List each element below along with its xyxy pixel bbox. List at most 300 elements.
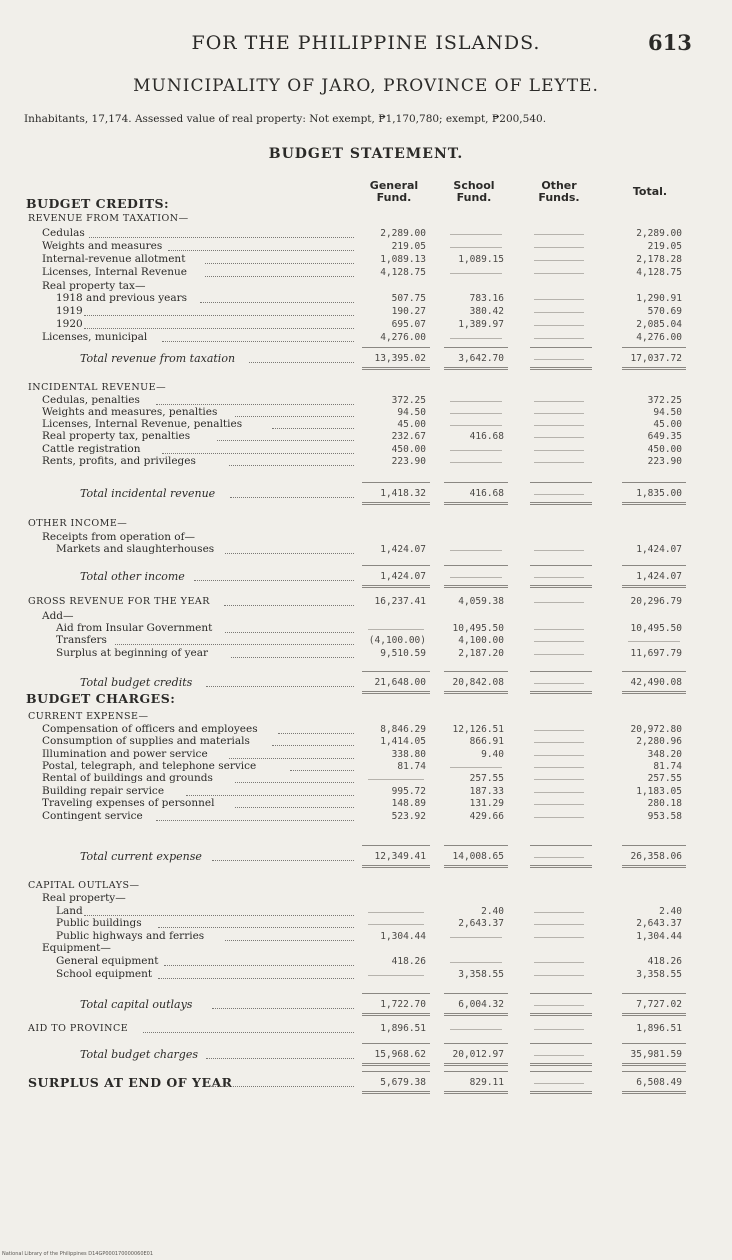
row-label: Illumination and power service: [42, 748, 208, 760]
table-row: [0, 647, 732, 660]
table-row: [0, 1022, 732, 1035]
total-value: 20,972.80: [630, 724, 682, 735]
general-fund-value: 13,395.02: [374, 353, 426, 364]
total-value: 223.90: [647, 456, 682, 467]
total-double-rule: [362, 691, 430, 694]
total-rule: [444, 1043, 508, 1044]
total-value: 953.58: [647, 811, 682, 822]
dot-leader: [205, 276, 354, 277]
row-label: 1920: [56, 318, 83, 330]
total-value: 26,358.06: [630, 851, 682, 862]
dot-leader: [212, 860, 354, 861]
table-row: [0, 968, 732, 981]
school-fund-value: 416.68: [469, 488, 504, 499]
other-funds-dash: [534, 577, 584, 578]
school-fund-value: 9.40: [481, 749, 504, 760]
table-row: [0, 570, 732, 583]
other-funds-dash: [534, 247, 584, 248]
empty-cell-dash: [450, 577, 502, 578]
other-funds-dash: [534, 683, 584, 684]
total-value: 94.50: [653, 407, 682, 418]
total-rule: [444, 1071, 508, 1072]
total-double-rule: [530, 1013, 592, 1016]
total-value: 45.00: [653, 419, 682, 430]
row-label: Consumption of supplies and materials: [42, 735, 250, 747]
empty-cell-dash: [450, 937, 502, 938]
other-funds-dash: [534, 462, 584, 463]
row-label: Rents, profits, and privileges: [42, 455, 196, 467]
total-value: 418.26: [647, 956, 682, 967]
other-funds-dash: [534, 779, 584, 780]
school-fund-value: 257.55: [469, 773, 504, 784]
total-double-rule: [530, 865, 592, 868]
total-double-rule: [444, 585, 508, 588]
general-fund-value: 695.07: [391, 319, 426, 330]
total-value: 348.20: [647, 749, 682, 760]
total-value: 1,896.51: [636, 1023, 682, 1034]
dot-leader: [158, 978, 354, 979]
general-fund-value: 1,418.32: [380, 488, 426, 499]
total-value: 81.74: [653, 761, 682, 772]
empty-cell-dash: [450, 1029, 502, 1030]
dot-leader: [205, 263, 354, 264]
general-fund-value: 1,414.05: [380, 736, 426, 747]
column-header-other: Other Funds.: [538, 179, 580, 204]
school-fund-value: 783.16: [469, 293, 504, 304]
table-row: [0, 1048, 732, 1061]
table-row: [0, 879, 732, 892]
row-label: Equipment—: [42, 942, 111, 954]
school-fund-value: 4,100.00: [458, 635, 504, 646]
table-row: [0, 253, 732, 266]
general-fund-value: 1,304.44: [380, 931, 426, 942]
other-funds-dash: [534, 817, 584, 818]
total-value: 2,178.28: [636, 254, 682, 265]
row-label: Total revenue from taxation: [80, 352, 236, 365]
total-rule: [622, 482, 686, 483]
dot-leader: [143, 1032, 354, 1033]
section-budget-charges: BUDGET CHARGES:: [26, 691, 176, 706]
total-rule: [622, 565, 686, 566]
general-fund-value: 81.74: [397, 761, 426, 772]
row-label: Surplus at beginning of year: [56, 647, 209, 659]
other-funds-dash: [534, 312, 584, 313]
table-row: [0, 381, 732, 394]
table-row: [0, 810, 732, 823]
empty-cell-dash: [450, 767, 502, 768]
total-double-rule: [444, 1063, 508, 1066]
empty-cell-dash: [368, 912, 424, 913]
row-label: Weights and measures: [42, 240, 163, 252]
school-fund-value: 380.42: [469, 306, 504, 317]
total-double-rule: [622, 1091, 686, 1094]
total-double-rule: [362, 1013, 430, 1016]
row-label: Transfers: [56, 634, 107, 646]
total-value: 2,289.00: [636, 228, 682, 239]
total-rule: [362, 1071, 430, 1072]
row-label: OTHER INCOME—: [28, 518, 128, 529]
school-fund-value: 1,389.97: [458, 319, 504, 330]
empty-cell-dash: [628, 641, 680, 642]
row-label: Markets and slaughterhouses: [56, 543, 215, 555]
row-label: Cattle registration: [42, 443, 141, 455]
dot-leader: [206, 686, 354, 687]
total-double-rule: [362, 865, 430, 868]
total-rule: [622, 1043, 686, 1044]
total-value: 280.18: [647, 798, 682, 809]
empty-cell-dash: [450, 462, 502, 463]
other-funds-dash: [534, 401, 584, 402]
municipality-title: MUNICIPALITY OF JARO, PROVINCE OF LEYTE.: [133, 76, 599, 96]
row-label: Rental of buildings and grounds: [42, 772, 213, 784]
dot-leader: [168, 250, 354, 251]
empty-cell-dash: [450, 273, 502, 274]
other-funds-dash: [534, 437, 584, 438]
total-double-rule: [530, 585, 592, 588]
row-label: Internal-revenue allotment: [42, 253, 186, 265]
total-rule: [362, 671, 430, 672]
empty-cell-dash: [368, 975, 424, 976]
dot-leader: [89, 237, 354, 238]
total-value: 7,727.02: [636, 999, 682, 1010]
dot-leader: [225, 632, 354, 633]
dot-leader: [224, 605, 354, 606]
other-funds-dash: [534, 937, 584, 938]
other-funds-dash: [534, 325, 584, 326]
table-row: [0, 710, 732, 723]
total-double-rule: [444, 367, 508, 370]
general-fund-value: 507.75: [391, 293, 426, 304]
row-label: GROSS REVENUE FOR THE YEAR: [28, 596, 210, 607]
total-rule: [362, 482, 430, 483]
total-rule: [444, 482, 508, 483]
total-double-rule: [530, 367, 592, 370]
total-value: 219.05: [647, 241, 682, 252]
row-label: Total other income: [80, 570, 185, 583]
general-fund-value: 8,846.29: [380, 724, 426, 735]
other-funds-dash: [534, 338, 584, 339]
row-label: Building repair service: [42, 785, 165, 797]
table-row: [0, 227, 732, 240]
row-label: REVENUE FROM TAXATION—: [28, 213, 189, 224]
school-fund-value: 866.91: [469, 736, 504, 747]
total-double-rule: [622, 865, 686, 868]
running-head: FOR THE PHILIPPINE ISLANDS.: [191, 32, 541, 54]
row-label: Total budget credits: [80, 676, 193, 689]
other-funds-dash: [534, 234, 584, 235]
total-rule: [622, 347, 686, 348]
table-row: [0, 240, 732, 253]
total-value: 20,296.79: [630, 596, 682, 607]
other-funds-dash: [534, 359, 584, 360]
other-funds-dash: [534, 962, 584, 963]
table-row: [0, 352, 732, 365]
dot-leader: [156, 820, 354, 821]
row-label: Real property—: [42, 892, 126, 904]
table-row: [0, 1076, 732, 1089]
general-fund-value: 190.27: [391, 306, 426, 317]
total-value: 17,037.72: [630, 353, 682, 364]
other-funds-dash: [534, 1029, 584, 1030]
table-row: [0, 998, 732, 1011]
general-fund-value: (4,100.00): [368, 635, 426, 646]
row-label: Public buildings: [56, 917, 142, 929]
school-fund-value: 20,012.97: [452, 1049, 504, 1060]
row-label: Total budget charges: [80, 1048, 198, 1061]
row-label: Public highways and ferries: [56, 930, 205, 942]
total-rule: [362, 993, 430, 994]
row-label: CAPITAL OUTLAYS—: [28, 880, 140, 891]
dot-leader: [225, 940, 354, 941]
total-value: 2,085.04: [636, 319, 682, 330]
dot-leader: [162, 341, 354, 342]
other-funds-dash: [534, 755, 584, 756]
other-funds-dash: [534, 299, 584, 300]
row-label: Licenses, municipal: [42, 331, 148, 343]
dot-leader: [84, 315, 354, 316]
total-double-rule: [530, 502, 592, 505]
empty-cell-dash: [450, 401, 502, 402]
total-rule: [622, 1071, 686, 1072]
total-rule: [530, 1071, 592, 1072]
dot-leader: [235, 416, 354, 417]
other-funds-dash: [534, 450, 584, 451]
school-fund-value: 12,126.51: [452, 724, 504, 735]
budget-statement-title: BUDGET STATEMENT.: [268, 146, 464, 162]
dot-leader: [212, 1008, 354, 1009]
school-fund-value: 2,643.37: [458, 918, 504, 929]
total-rule: [444, 993, 508, 994]
other-funds-dash: [534, 1055, 584, 1056]
general-fund-value: 12,349.41: [374, 851, 426, 862]
total-value: 1,304.44: [636, 931, 682, 942]
total-double-rule: [530, 1091, 592, 1094]
dot-leader: [229, 758, 354, 759]
row-label: Compensation of officers and employees: [42, 723, 258, 735]
school-fund-value: 14,008.65: [452, 851, 504, 862]
row-label: Traveling expenses of personnel: [42, 797, 215, 809]
general-fund-value: 418.26: [391, 956, 426, 967]
table-row: [0, 892, 732, 905]
dot-leader: [164, 965, 354, 966]
total-value: 372.25: [647, 395, 682, 406]
total-value: 42,490.08: [630, 677, 682, 688]
school-fund-value: 3,358.55: [458, 969, 504, 980]
table-row: [0, 305, 732, 318]
other-funds-dash: [534, 1005, 584, 1006]
other-funds-dash: [534, 730, 584, 731]
dot-leader: [230, 497, 354, 498]
general-fund-value: 21,648.00: [374, 677, 426, 688]
row-label: 1919: [56, 305, 83, 317]
empty-cell-dash: [368, 629, 424, 630]
table-row: [0, 955, 732, 968]
total-rule: [530, 482, 592, 483]
general-fund-value: 9,510.59: [380, 648, 426, 659]
general-fund-value: 1,424.07: [380, 571, 426, 582]
other-funds-dash: [534, 767, 584, 768]
dot-leader: [235, 807, 354, 808]
other-funds-dash: [534, 975, 584, 976]
school-fund-value: 4,059.38: [458, 596, 504, 607]
total-double-rule: [622, 1063, 686, 1066]
school-fund-value: 829.11: [469, 1077, 504, 1088]
empty-cell-dash: [450, 413, 502, 414]
general-fund-value: 995.72: [391, 786, 426, 797]
table-row: [0, 772, 732, 785]
total-rule: [622, 671, 686, 672]
general-fund-value: 223.90: [391, 456, 426, 467]
total-double-rule: [444, 502, 508, 505]
table-row: [0, 266, 732, 279]
other-funds-dash: [534, 413, 584, 414]
column-header-school: School Fund.: [453, 179, 495, 204]
other-funds-dash: [534, 804, 584, 805]
total-value: 11,697.79: [630, 648, 682, 659]
table-row: [0, 850, 732, 863]
other-funds-dash: [534, 792, 584, 793]
other-funds-dash: [534, 273, 584, 274]
row-label: Cedulas, penalties: [42, 394, 140, 406]
row-label: Postal, telegraph, and telephone service: [42, 760, 257, 772]
dot-leader: [225, 553, 354, 554]
footer-note: National Library of the Philippines D14GP000170000060E01: [2, 1251, 154, 1257]
inhabitants-line: Inhabitants, 17,174. Assessed value of real property: Not exempt, ₱1,170,780; exempt, ₱200,540.: [24, 113, 547, 125]
total-value: 35,981.59: [630, 1049, 682, 1060]
dot-leader: [186, 795, 354, 796]
general-fund-value: 4,276.00: [380, 332, 426, 343]
total-rule: [530, 1043, 592, 1044]
school-fund-value: 20,842.08: [452, 677, 504, 688]
empty-cell-dash: [368, 779, 424, 780]
table-row: [0, 797, 732, 810]
total-value: 4,128.75: [636, 267, 682, 278]
other-funds-dash: [534, 550, 584, 551]
row-label: INCIDENTAL REVENUE—: [28, 382, 167, 393]
table-row: [0, 676, 732, 689]
row-label: School equipment: [56, 968, 153, 980]
total-double-rule: [444, 1013, 508, 1016]
school-fund-value: 2,187.20: [458, 648, 504, 659]
dot-leader: [278, 733, 354, 734]
general-fund-value: 450.00: [391, 444, 426, 455]
other-funds-dash: [534, 912, 584, 913]
row-label: Real property tax, penalties: [42, 430, 191, 442]
other-funds-dash: [534, 857, 584, 858]
general-fund-value: 1,089.13: [380, 254, 426, 265]
page-number: 613: [648, 30, 692, 55]
total-rule: [362, 845, 430, 846]
total-value: 1,424.07: [636, 544, 682, 555]
general-fund-value: 4,128.75: [380, 267, 426, 278]
total-double-rule: [362, 502, 430, 505]
total-value: 2.40: [659, 906, 682, 917]
school-fund-value: 2.40: [481, 906, 504, 917]
empty-cell-dash: [368, 924, 424, 925]
table-row: [0, 517, 732, 530]
row-label: SURPLUS AT END OF YEAR: [28, 1075, 233, 1090]
dot-leader: [156, 404, 354, 405]
total-double-rule: [530, 691, 592, 694]
row-label: Total capital outlays: [80, 998, 193, 1011]
total-double-rule: [444, 691, 508, 694]
dot-leader: [272, 428, 354, 429]
empty-cell-dash: [450, 425, 502, 426]
total-rule: [530, 565, 592, 566]
empty-cell-dash: [450, 234, 502, 235]
row-label: 1918 and previous years: [56, 292, 188, 304]
total-rule: [530, 845, 592, 846]
empty-cell-dash: [450, 550, 502, 551]
general-fund-value: 523.92: [391, 811, 426, 822]
total-value: 2,280.96: [636, 736, 682, 747]
dot-leader: [290, 770, 354, 771]
other-funds-dash: [534, 425, 584, 426]
table-row: [0, 331, 732, 344]
total-double-rule: [362, 367, 430, 370]
total-rule: [530, 993, 592, 994]
other-funds-dash: [534, 494, 584, 495]
table-row: [0, 292, 732, 305]
table-row: [0, 455, 732, 468]
total-double-rule: [530, 1063, 592, 1066]
dot-leader: [212, 1086, 354, 1087]
total-value: 2,643.37: [636, 918, 682, 929]
total-double-rule: [622, 691, 686, 694]
total-value: 6,508.49: [636, 1077, 682, 1088]
general-fund-value: 5,679.38: [380, 1077, 426, 1088]
dot-leader: [200, 302, 354, 303]
total-value: 4,276.00: [636, 332, 682, 343]
table-row: [0, 917, 732, 930]
general-fund-value: 1,896.51: [380, 1023, 426, 1034]
table-row: [0, 634, 732, 647]
other-funds-dash: [534, 641, 584, 642]
other-funds-dash: [534, 260, 584, 261]
total-rule: [362, 347, 430, 348]
total-double-rule: [444, 865, 508, 868]
dot-leader: [217, 440, 354, 441]
school-fund-value: 416.68: [469, 431, 504, 442]
total-rule: [362, 1043, 430, 1044]
dot-leader: [158, 927, 354, 928]
row-label: Cedulas: [42, 227, 85, 239]
general-fund-value: 16,237.41: [374, 596, 426, 607]
school-fund-value: 10,495.50: [452, 623, 504, 634]
row-label: Land: [56, 905, 83, 917]
general-fund-value: 2,289.00: [380, 228, 426, 239]
general-fund-value: 232.67: [391, 431, 426, 442]
empty-cell-dash: [450, 962, 502, 963]
empty-cell-dash: [450, 450, 502, 451]
row-label: Total current expense: [80, 850, 202, 863]
row-label: Real property tax—: [42, 280, 146, 292]
table-row: [0, 942, 732, 955]
school-fund-value: 187.33: [469, 786, 504, 797]
row-label: Contingent service: [42, 810, 143, 822]
other-funds-dash: [534, 742, 584, 743]
table-row: [0, 595, 732, 608]
row-label: AID TO PROVINCE: [28, 1023, 129, 1034]
general-fund-value: 219.05: [391, 241, 426, 252]
school-fund-value: 6,004.32: [458, 999, 504, 1010]
total-value: 3,358.55: [636, 969, 682, 980]
total-double-rule: [622, 585, 686, 588]
row-label: Licenses, Internal Revenue: [42, 266, 187, 278]
row-label: Add—: [42, 610, 74, 622]
general-fund-value: 1,722.70: [380, 999, 426, 1010]
column-header-general: General Fund.: [369, 179, 419, 204]
